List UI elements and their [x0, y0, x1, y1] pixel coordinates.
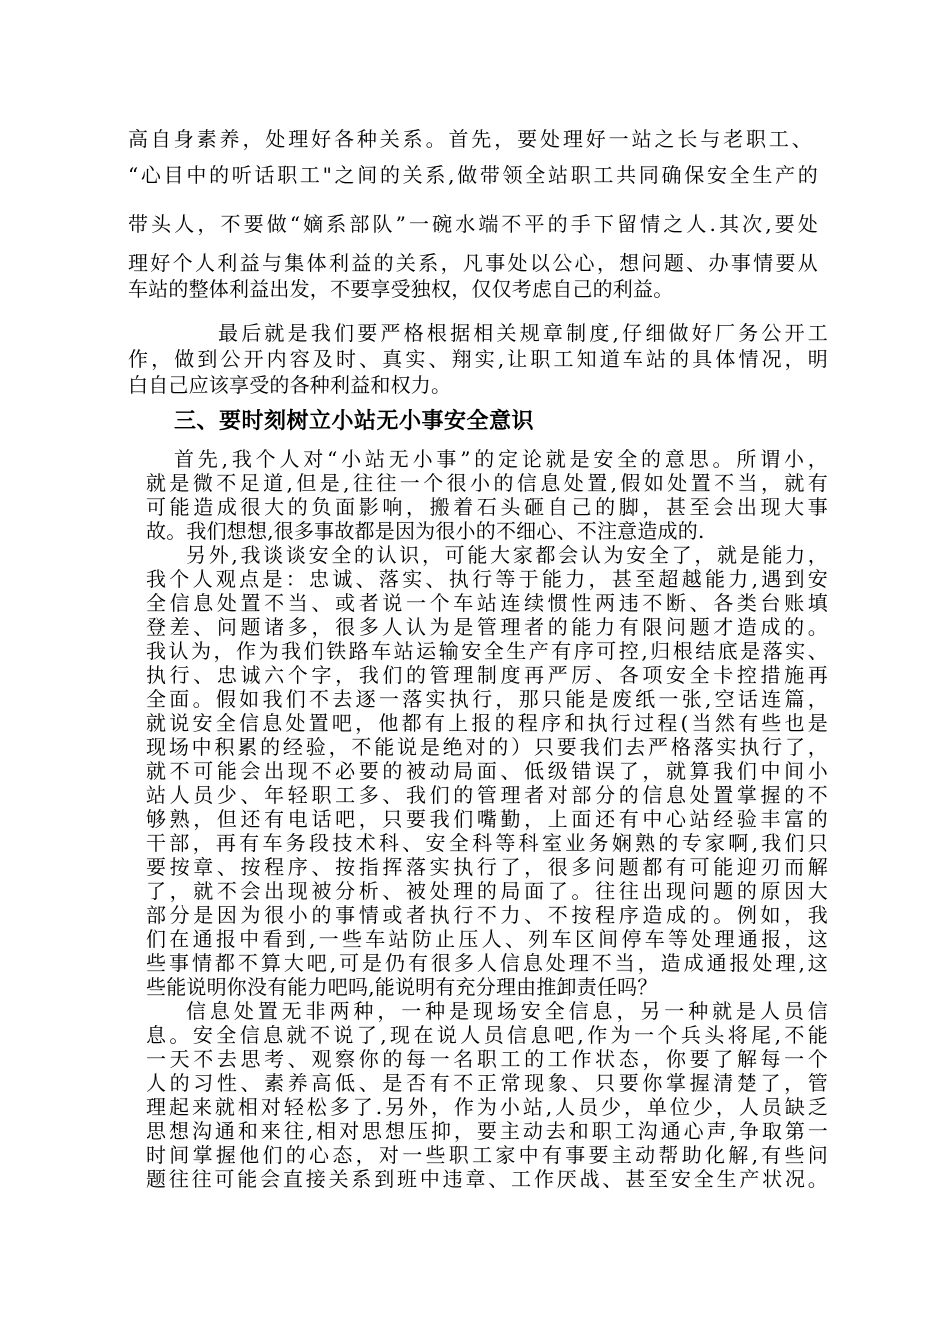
text-line: 部分是因为很小的事情或者执行不力、不按程序造成的。例如，我: [146, 903, 828, 927]
text-line: 执行、忠诚六个字，我们的管理制度再严厉、各项安全卡控措施再: [146, 663, 828, 687]
text-line: 要按章、按程序、按指挥落实执行了，很多问题都有可能迎刃而解: [146, 855, 828, 879]
text-line: 些事情都不算大吧,可是仍有很多人信息处理不当，造成通报处理,这: [146, 951, 828, 975]
text-line: 思想沟通和来往,相对思想压抑，要主动去和职工沟通心声,争取第一: [146, 1119, 828, 1143]
text-line: 白自己应该享受的各种利益和权力。: [128, 373, 452, 397]
text-line: 就是微不足道,但是,往往一个很小的信息处置,假如处置不当，就有: [146, 471, 828, 495]
text-line: “心目中的听话职工"之间的关系,做带领全站职工共同确保安全生产的: [128, 163, 818, 187]
text-line: 些能说明你没有能力吧吗,能说明有充分理由推卸责任吗？: [146, 975, 658, 999]
text-line: 另外,我谈谈安全的认识，可能大家都会认为安全了，就是能力，: [186, 543, 828, 567]
text-line: 就不可能会出现不必要的被动局面、低级错误了，就算我们中间小: [146, 759, 828, 783]
text-line: 最后就是我们要严格根据相关规章制度,仔细做好厂务公开工: [218, 321, 828, 345]
text-line: 就说安全信息处置吧，他都有上报的程序和执行过程(当然有些也是: [146, 711, 828, 735]
text-line: 现场中积累的经验，不能说是绝对的）只要我们去严格落实执行了，: [146, 735, 828, 759]
text-line: 时间掌握他们的心态，对一些职工家中有事要主动帮助化解,有些问: [146, 1143, 828, 1167]
text-line: 够熟，但还有电话吧，只要我们嘴勤，上面还有中心站经验丰富的: [146, 807, 828, 831]
text-line: 带头人，不要做“嫡系部队”一碗水端不平的手下留情之人.其次,要处: [128, 212, 818, 236]
text-line: 信息处置无非两种，一种是现场安全信息，另一种就是人员信: [186, 999, 828, 1023]
text-line: 干部，再有车务段技术科、安全科等科室业务娴熟的专家啊,我们只: [146, 831, 828, 855]
text-line: 高自身素养，处理好各种关系。首先，要处理好一站之长与老职工、: [128, 127, 812, 151]
text-line: 站人员少、年轻职工多、我们的管理者对部分的信息处置掌握的不: [146, 783, 828, 807]
text-line: 题往往可能会直接关系到班中违章、工作厌战、甚至安全生产状况。: [146, 1167, 828, 1191]
text-line: 们在通报中看到,一些车站防止压人、列车区间停车等处理通报，这: [146, 927, 828, 951]
text-line: 人的习性、素养高低、是否有不正常现象、只要你掌握清楚了，管: [146, 1071, 828, 1095]
text-line: 了，就不会出现被分析、被处理的局面了。往往出现问题的原因大: [146, 879, 828, 903]
text-line: 我个人观点是：忠诚、落实、执行等于能力，甚至超越能力,遇到安: [146, 567, 828, 591]
text-line: 作，做到公开内容及时、真实、翔实,让职工知道车站的具体情况，明: [128, 347, 828, 371]
text-line: 全信息处置不当、或者说一个车站连续惯性两违不断、各类台账填: [146, 591, 828, 615]
text-line: 可能造成很大的负面影响，搬着石头砸自己的脚，甚至会出现大事: [146, 495, 828, 519]
text-line: 息。安全信息就不说了,现在说人员信息吧,作为一个兵头将尾,不能: [146, 1023, 828, 1047]
text-line: 理好个人利益与集体利益的关系，凡事处以公心，想问题、办事情要从: [128, 251, 818, 275]
section-heading: 三、要时刻树立小站无小事安全意识: [174, 408, 535, 434]
text-line: 首先,我个人对“小站无小事”的定论就是安全的意思。所谓小，: [174, 447, 828, 471]
text-line: 故。我们想想,很多事故都是因为很小的不细心、不注意造成的.: [146, 519, 705, 543]
text-line: 一天不去思考、观察你的每一名职工的工作状态，你要了解每一个: [146, 1047, 828, 1071]
text-line: 全面。假如我们不去逐一落实执行，那只能是废纸一张,空话连篇，: [146, 687, 828, 711]
text-line: 登差、问题诸多，很多人认为是管理者的能力有限问题才造成的。: [146, 615, 828, 639]
text-line: 理起来就相对轻松多了.另外，作为小站,人员少，单位少，人员缺乏: [146, 1095, 828, 1119]
text-line: 车站的整体利益出发，不要享受独权，仅仅考虑自己的利益。: [128, 277, 674, 301]
text-line: 我认为，作为我们铁路车站运输安全生产有序可控,归根结底是落实、: [146, 639, 828, 663]
